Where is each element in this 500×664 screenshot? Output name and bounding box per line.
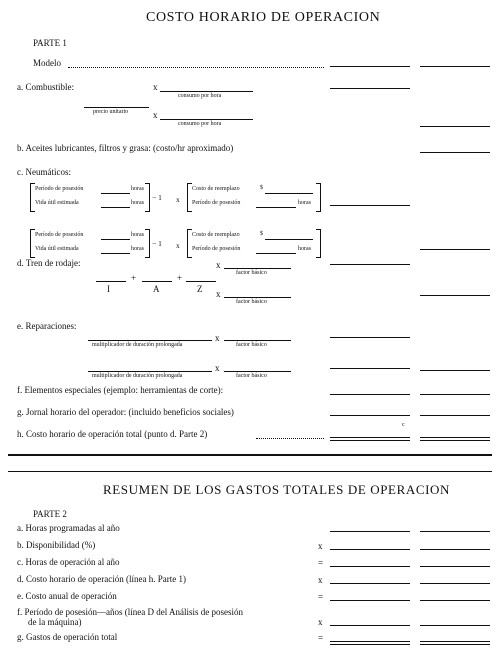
- c-neumaticos-label: c. Neumáticos:: [17, 167, 71, 177]
- d-z-field[interactable]: [186, 281, 216, 282]
- c1-left-bracket-close: [145, 183, 150, 212]
- p2-a-label: a. Horas programadas al año: [17, 523, 120, 533]
- modelo-field-2[interactable]: [420, 66, 490, 67]
- c1-periodo-field[interactable]: [256, 207, 296, 208]
- p2-c-op: =: [318, 558, 324, 568]
- modelo-field-1[interactable]: [330, 66, 410, 67]
- d-total-field[interactable]: [420, 295, 490, 296]
- g-field-2[interactable]: [420, 415, 490, 416]
- p2-e-op: =: [318, 592, 324, 602]
- c1-horas-3: horas: [298, 200, 311, 206]
- d-a-label: A: [153, 284, 160, 294]
- e-factor-caption-1: factor básico: [236, 342, 267, 348]
- g-jornal-label: g. Jornal horario del operador: (incluido beneficios sociales): [17, 407, 234, 417]
- c2-posesion-label: Período de posesión: [35, 232, 84, 238]
- a-combustible-label: a. Combustible:: [17, 82, 74, 92]
- c2-vida-label: Vida útil estimada: [35, 246, 79, 252]
- a-precio-caption: precio unitario: [93, 109, 129, 115]
- c1-dollar: $: [260, 185, 263, 191]
- a-total-field[interactable]: [420, 126, 490, 127]
- p2-b-op: x: [318, 541, 323, 551]
- p2-e-field-2[interactable]: [420, 600, 490, 601]
- p2-d-field-2[interactable]: [420, 583, 490, 584]
- section-divider-2: [8, 471, 492, 472]
- section-divider-1: [8, 454, 492, 456]
- d-x-operator-2: x: [216, 289, 221, 299]
- c2-right-bracket-close: [316, 229, 321, 258]
- a-result-field[interactable]: [330, 88, 410, 89]
- part2-heading: PARTE 2: [33, 509, 67, 519]
- c2-horas-2: horas: [131, 246, 144, 252]
- p2-b-label: b. Disponibilidad (%): [17, 540, 96, 550]
- c-total-field[interactable]: [420, 249, 490, 250]
- e-result-field-1[interactable]: [330, 337, 410, 338]
- p2-e-field-1[interactable]: [330, 600, 410, 601]
- a-consumo-caption-2: consumo por hora: [178, 121, 222, 127]
- d-factor-caption-2: factor básico: [236, 299, 267, 305]
- resumen-title: RESUMEN DE LOS GASTOS TOTALES DE OPERACION: [103, 482, 451, 497]
- c2-periodo-label: Período de posesión: [192, 246, 241, 252]
- c1-minus-one: − 1: [152, 193, 162, 202]
- page-title: COSTO HORARIO DE OPERACION: [146, 10, 381, 25]
- d-i-label: I: [107, 284, 110, 294]
- e-result-field-2[interactable]: [330, 368, 410, 369]
- a-consumo-caption: consumo por hora: [178, 93, 222, 99]
- d-factor-caption-1: factor básico: [236, 270, 267, 276]
- a-consumo-field[interactable]: [160, 91, 253, 92]
- c2-x-operator: x: [176, 241, 180, 250]
- e-factor-field-2[interactable]: [224, 371, 291, 372]
- c1-posesion-field[interactable]: [101, 193, 130, 194]
- e-factor-field-1[interactable]: [224, 340, 291, 341]
- p2-f-field-2[interactable]: [420, 625, 490, 626]
- p2-d-label: d. Costo horario de operación (línea h. Parte 1): [17, 574, 186, 584]
- c1-costo-field[interactable]: [265, 193, 313, 194]
- c2-posesion-field[interactable]: [101, 239, 130, 240]
- d-plus-2: +: [177, 273, 183, 283]
- d-a-field[interactable]: [142, 281, 172, 282]
- h-mark: c: [402, 422, 405, 428]
- p2-c-field-2[interactable]: [420, 566, 490, 567]
- d-tren-label: d. Tren de rodaje:: [17, 258, 81, 268]
- p2-f-label-cont: de la máquina): [28, 617, 82, 627]
- p2-d-field-1[interactable]: [330, 583, 410, 584]
- p2-e-label: e. Costo anual de operación: [17, 591, 117, 601]
- c1-horas-1: horas: [131, 186, 144, 192]
- c1-costo-label: Costo de reemplazo: [192, 186, 240, 192]
- a-consumo-field-2[interactable]: [160, 119, 253, 120]
- c2-left-bracket-close: [145, 229, 150, 258]
- e-multiplicador-field-1[interactable]: [88, 340, 212, 341]
- c2-periodo-field[interactable]: [256, 253, 296, 254]
- b-aceites-label: b. Aceites lubricantes, filtros y grasa: (costo/hr aproximado): [17, 143, 234, 153]
- d-factor-field-2[interactable]: [224, 297, 291, 298]
- p2-a-field-2[interactable]: [420, 531, 490, 532]
- c2-costo-field[interactable]: [265, 239, 313, 240]
- e-multiplicador-field-2[interactable]: [88, 371, 212, 372]
- p2-a-field-1[interactable]: [330, 531, 410, 532]
- p2-b-field-2[interactable]: [420, 549, 490, 550]
- p2-g-label: g. Gastos de operación total: [17, 632, 118, 642]
- f-field-2[interactable]: [420, 394, 490, 395]
- h-field-1b: [330, 440, 410, 441]
- h-field-2[interactable]: [420, 437, 490, 438]
- e-total-field[interactable]: [420, 370, 490, 371]
- c2-horas-1: horas: [131, 232, 144, 238]
- d-x-operator-1: x: [216, 260, 221, 270]
- e-multiplicador-caption-1: multiplicador de duración prolongada: [92, 342, 183, 348]
- p2-f-label: f. Período de posesión—años (línea D del Análisis de posesión: [17, 607, 243, 617]
- e-x-operator-1: x: [215, 333, 220, 343]
- f-elementos-label: f. Elementos especiales (ejemplo: herramientas de corte):: [17, 385, 224, 395]
- p2-f-op: x: [318, 617, 323, 627]
- c2-costo-label: Costo de reemplazo: [192, 232, 240, 238]
- g-field-1[interactable]: [330, 415, 410, 416]
- h-field-1[interactable]: [330, 437, 410, 438]
- p2-c-label: c. Horas de operación al año: [17, 557, 120, 567]
- e-reparaciones-label: e. Reparaciones:: [17, 321, 77, 331]
- d-z-label: Z: [197, 284, 203, 294]
- c1-vida-field[interactable]: [101, 207, 130, 208]
- d-result-field-1[interactable]: [330, 264, 410, 265]
- d-i-field[interactable]: [96, 281, 126, 282]
- p2-c-field-1[interactable]: [330, 566, 410, 567]
- c2-dollar: $: [260, 231, 263, 237]
- p2-g-field-1b: [330, 644, 410, 645]
- p2-d-op: x: [318, 575, 323, 585]
- p2-b-field-1[interactable]: [330, 549, 410, 550]
- p2-g-field-2[interactable]: [420, 641, 490, 642]
- c1-horas-2: horas: [131, 200, 144, 206]
- a-precio-field[interactable]: [84, 107, 149, 108]
- c1-result-field[interactable]: [330, 205, 410, 206]
- p2-g-field-2b: [420, 644, 490, 645]
- d-factor-field-1[interactable]: [224, 268, 291, 269]
- f-field-1[interactable]: [330, 394, 410, 395]
- c1-periodo-label: Período de posesión: [192, 200, 241, 206]
- c2-vida-field[interactable]: [101, 253, 130, 254]
- a-x-operator-2: x: [153, 110, 158, 120]
- e-multiplicador-caption-2: multiplicador de duración prolongada: [92, 373, 183, 379]
- e-factor-caption-2: factor básico: [236, 373, 267, 379]
- c1-vida-label: Vida útil estimada: [35, 200, 79, 206]
- h-field-2b: [420, 440, 490, 441]
- d-plus-1: +: [131, 273, 137, 283]
- h-leader: [256, 438, 324, 439]
- p2-g-field-1[interactable]: [330, 641, 410, 642]
- p2-f-field-1[interactable]: [330, 625, 410, 626]
- c1-right-bracket-close: [316, 183, 321, 212]
- p2-g-op: =: [318, 633, 324, 643]
- b-field[interactable]: [420, 152, 490, 153]
- a-x-operator: x: [153, 82, 158, 92]
- modelo-label: Modelo: [33, 58, 61, 68]
- part1-heading: PARTE 1: [33, 38, 67, 48]
- c2-horas-3: horas: [298, 246, 311, 252]
- e-x-operator-2: x: [215, 363, 220, 373]
- modelo-leader: [68, 67, 324, 68]
- c2-minus-one: − 1: [152, 239, 162, 248]
- c1-x-operator: x: [176, 195, 180, 204]
- c1-posesion-label: Período de posesión: [35, 186, 84, 192]
- h-costo-total-label: h. Costo horario de operación total (punto d. Parte 2): [17, 429, 208, 439]
